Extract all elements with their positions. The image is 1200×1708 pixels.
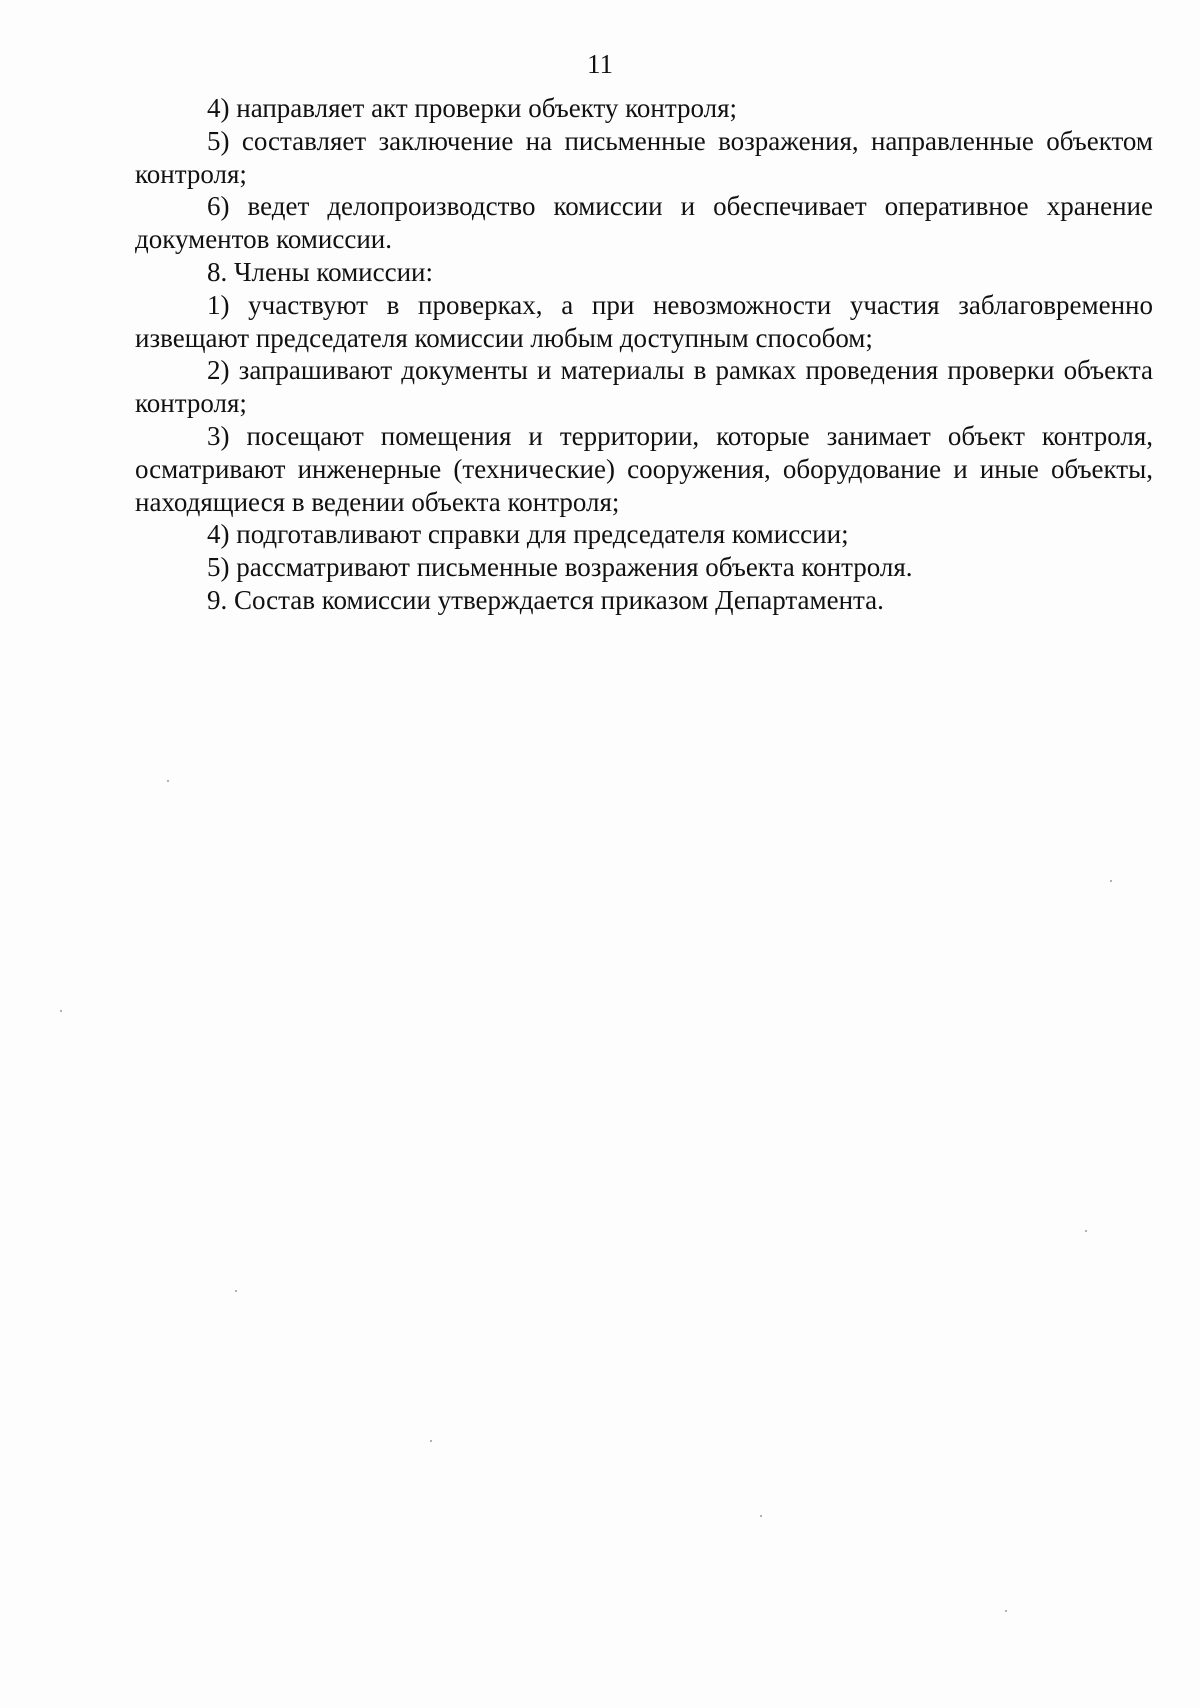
scan-speck <box>60 1010 62 1012</box>
document-body <box>135 92 1153 617</box>
paragraph-sender-5: 5) составляет заключение на письменные возражения, направленные объектом контроля; <box>135 125 1153 189</box>
paragraph-sender-6: 6) ведет делопроизводство комиссии и обеспечивает оперативное хранение документов комиссии. <box>135 191 1153 255</box>
paragraph-member-4: 4) подготавливают справки для председателя комиссии; <box>207 519 849 550</box>
scan-speck <box>167 780 169 782</box>
paragraph-section-9: 9. Состав комиссии утверждается приказом Департамента. <box>207 584 884 615</box>
scan-speck <box>1110 880 1112 882</box>
scan-speck <box>760 1515 762 1517</box>
paragraph-member-5: 5) рассматривают письменные возражения объекта контроля. <box>207 552 913 583</box>
paragraph-sender-4: 4) направляет акт проверки объекту контроля; <box>207 93 738 123</box>
paragraph-member-2: 2) запрашивают документы и материалы в рамках проведения проверки объекта контроля; <box>135 355 1153 419</box>
paragraph-member-1: 1) участвуют в проверках, а при невозможности участия заблаговременно извещают председателя комиссии любым доступным способом; <box>135 289 1153 353</box>
scan-speck <box>430 1440 432 1442</box>
paragraph-member-3: 3) посещают помещения и территории, которые занимает объект контроля, осматривают инженерные (технические) сооружения, оборудование и иные объекты, находящиеся в ведении объекта контроля; <box>135 420 1153 517</box>
scan-speck <box>235 1290 237 1292</box>
paragraph-section-8: 8. Члены комиссии: <box>207 256 433 287</box>
scan-speck <box>1005 1610 1007 1612</box>
scan-speck <box>1085 1230 1087 1232</box>
page-number: 11 <box>587 49 613 79</box>
